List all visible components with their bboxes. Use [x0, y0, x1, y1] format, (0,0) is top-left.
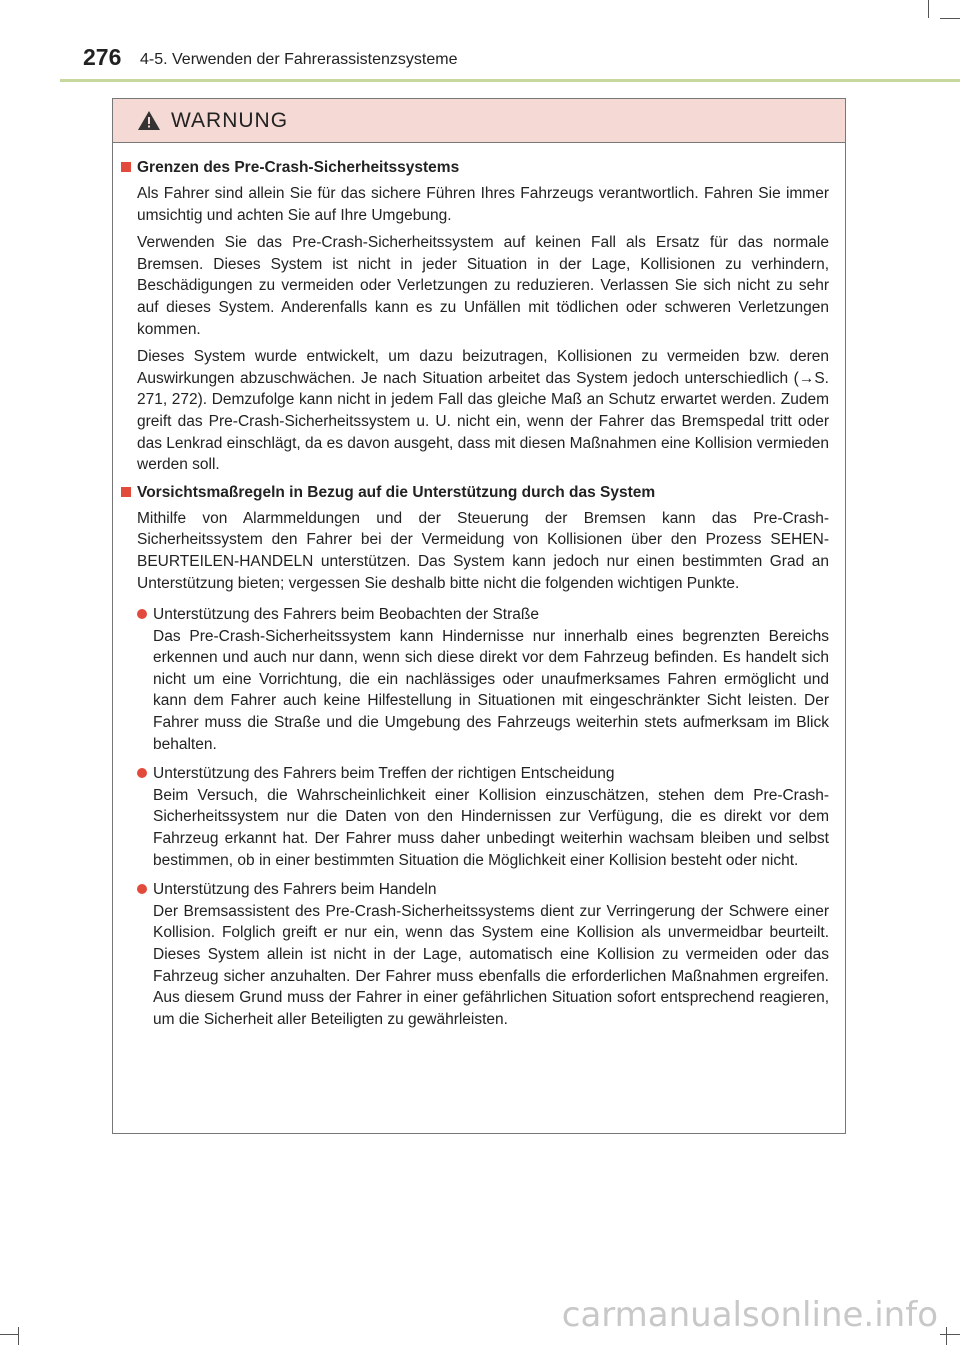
header-rule [60, 79, 960, 82]
warning-title: WARNUNG [171, 108, 289, 132]
crop-mark [940, 1334, 960, 1335]
square-bullet-icon [121, 487, 131, 497]
warning-box [112, 98, 846, 1134]
crop-mark [946, 1327, 947, 1345]
section-heading-text: Grenzen des Pre-Crash-Sicherheitssystems [137, 159, 460, 176]
bullet-title: Unterstützung des Fahrers beim Treffen der richtigen Entscheidung [153, 765, 615, 783]
square-bullet-icon [121, 162, 131, 172]
bullet-text: Beim Versuch, die Wahrscheinlichkeit einer Kollision einzuschätzen, stehen dem Pre-Crash-Sicherheitssystem nur die Daten von den Hindernissen zur Verfügung, die es direkt vor dem Fahrzeug erkannt hat. Der Fahrer muss daher unbedingt weiterhin wachsam bleiben und selbst bestimmen, ob in einer bestimmten Situation die Möglichkeit einer Kollision besteht oder nicht. [153, 786, 829, 869]
bullet-item [137, 879, 829, 1030]
watermark: carmanualsonline.info [561, 1295, 938, 1335]
bullet-text: Der Bremsassistent des Pre-Crash-Sicherheitssystems dient zur Verringerung der Schwere einer Kollision. Folglich greift er nur ein, wenn das System eine Kollision als unvermeidbar beurteilt. Dieses System allein ist nicht in der Lage, automatisch eine Kollision zu vermeiden oder das Fahrzeug sicher anzuhalten. Der Fahrer muss ebenfalls die erforderlichen Maßnahmen ergreifen. Aus diesem Grund muss der Fahrer in einer gefährlichen Situation sofort entsprechend reagieren, um die Sicherheit aller Beteiligten zu gewährleisten. [153, 902, 829, 1028]
warning-header [113, 99, 845, 143]
warning-triangle-icon [137, 110, 161, 131]
section-heading-text: Vorsichtsmaßregeln in Bezug auf die Unterstützung durch das System [137, 483, 656, 501]
crop-mark [940, 18, 960, 19]
section-title: 4-5. Verwenden der Fahrerassistenzsysteme [140, 51, 458, 68]
round-bullet-icon [137, 609, 147, 619]
bullet-title: Unterstützung des Fahrers beim Handeln [153, 881, 437, 899]
warning-content [113, 143, 845, 1030]
crop-mark [0, 1334, 18, 1335]
paragraph: Mithilfe von Alarmmeldungen und der Steuerung der Bremsen kann das Pre-Crash-Sicherheitssystem den Fahrer bei der Vermeidung von Kollisionen über den Prozess SEHEN-BEURTEILEN-HANDELN unterstützen. Das System kann jedoch nur einen bestimmten Grad an Unterstützung bieten; vergessen Sie deshalb bitte nicht die folgenden wichtigen Punkte. [137, 509, 829, 592]
crop-mark [928, 0, 929, 18]
page-number: 276 [83, 44, 122, 70]
round-bullet-icon [137, 768, 147, 778]
round-bullet-icon [137, 884, 147, 894]
section-heading [121, 484, 829, 502]
bullet-title: Unterstützung des Fahrers beim Beobachten der Straße [153, 606, 539, 624]
paragraph: Dieses System wurde entwickelt, um dazu beizutragen, Kollisionen zu vermeiden bzw. deren Auswirkungen abzuschwächen. Je nach Situation arbeitet das System jedoch unterschiedlich (→S. 271, 272). Demzufolge kann nicht in jedem Fall das gleiche Maß an Schutz erwartet werden. Zudem greift das Pre-Crash-Sicherheitssystem u. U. nicht ein, wenn der Fahrer das Bremspedal tritt oder das Lenkrad einschlägt, da es davon ausgeht, dass mit diesen Maßnahmen eine Kollision vermieden werden soll. [137, 348, 829, 474]
crop-mark [18, 1327, 19, 1345]
bullet-text: Das Pre-Crash-Sicherheitssystem kann Hindernisse nur innerhalb eines begrenzten Bereichs erkennen und auch nur dann, wenn sich diese direkt vor dem Fahrzeug befinden. Es handelt sich nicht um eine Vorrichtung, die ein nachlässiges oder unaufmerksames Fahren ermöglicht und kann dem Fahrer auch keine Hilfestellung in Situationen mit eingeschränkter Sicht leisten. Der Fahrer muss die Straße und die Umgebung des Fahrzeugs weiterhin stets aufmerksam im Blick behalten. [153, 627, 829, 753]
paragraph: Verwenden Sie das Pre-Crash-Sicherheitssystem auf keinen Fall als Ersatz für das normale Bremsen. Dieses System ist nicht in jeder Situation in der Lage, Kollisionen zu verhindern, Beschädigungen zu vermeiden oder Verletzungen zu reduzieren. Verlassen Sie sich nicht zu sehr auf dieses System. Anderenfalls kann es zu Unfällen mit tödlichen oder schweren Verletzungen kommen. [137, 234, 829, 338]
section-heading [121, 159, 829, 177]
bullet-item [137, 604, 829, 755]
bullet-item [137, 763, 829, 871]
paragraph: Als Fahrer sind allein Sie für das sichere Führen Ihres Fahrzeugs verantwortlich. Fahren Sie immer umsichtig und achten Sie auf Ihre Umgebung. [137, 185, 829, 224]
